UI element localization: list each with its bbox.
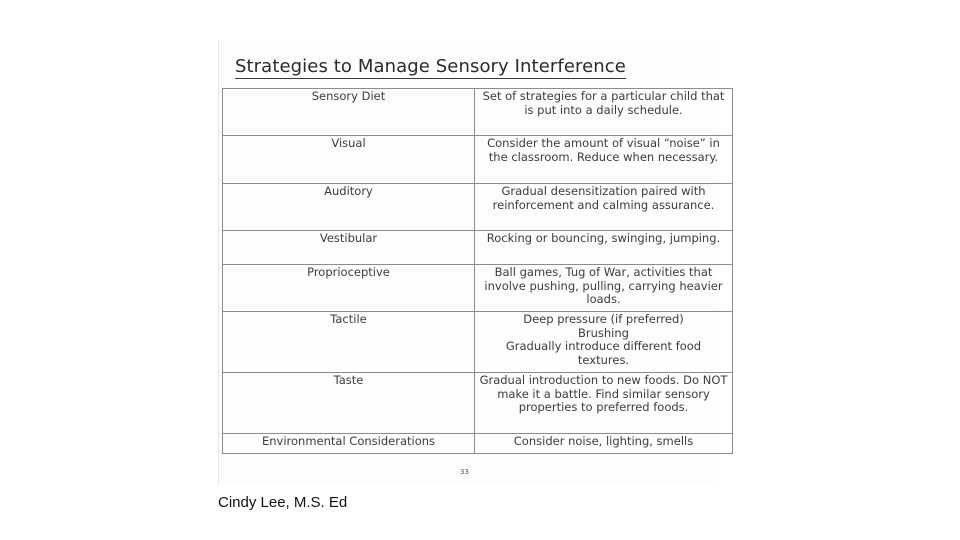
scanned-document: [218, 40, 728, 485]
table-row: [223, 434, 733, 454]
row-label: Proprioceptive: [223, 265, 475, 312]
row-description: Gradual desensitization paired with reinforcement and calming assurance.: [475, 184, 733, 231]
table-row: [223, 136, 733, 184]
row-label: Visual: [223, 136, 475, 184]
table-row: [223, 89, 733, 136]
row-label: Sensory Diet: [223, 89, 475, 136]
row-description: Set of strategies for a particular child that is put into a daily schedule.: [475, 89, 733, 136]
row-label: Environmental Considerations: [223, 434, 475, 454]
strategies-table: [222, 88, 733, 454]
table-row: [223, 373, 733, 434]
table-row: [223, 265, 733, 312]
row-description: Gradual introduction to new foods. Do NOT make it a battle. Find similar sensory properties to preferred foods.: [475, 373, 733, 434]
table-row: [223, 184, 733, 231]
row-description: Deep pressure (if preferred) Brushing Gradually introduce different food textures.: [475, 312, 733, 373]
table-row: [223, 312, 733, 373]
row-description: Consider the amount of visual “noise” in the classroom. Reduce when necessary.: [475, 136, 733, 184]
page-number: 33: [460, 468, 469, 476]
row-description: Consider noise, lighting, smells: [475, 434, 733, 454]
row-label: Tactile: [223, 312, 475, 373]
row-label: Taste: [223, 373, 475, 434]
row-label: Vestibular: [223, 231, 475, 265]
row-label: Auditory: [223, 184, 475, 231]
author-caption: Cindy Lee, M.S. Ed: [218, 494, 348, 511]
document-title: Strategies to Manage Sensory Interference: [235, 56, 626, 77]
row-description: Rocking or bouncing, swinging, jumping.: [475, 231, 733, 265]
row-description: Ball games, Tug of War, activities that involve pushing, pulling, carrying heavier loads.: [475, 265, 733, 312]
table-row: [223, 231, 733, 265]
